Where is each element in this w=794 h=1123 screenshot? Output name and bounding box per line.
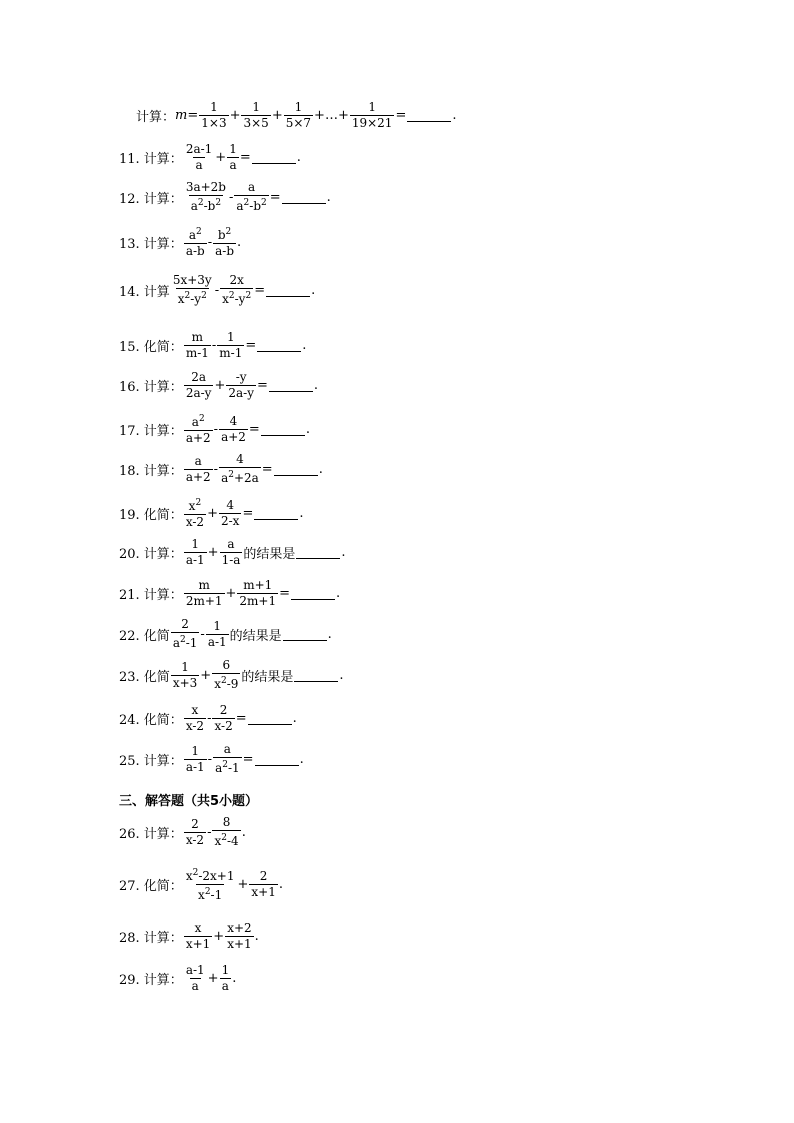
fraction xyxy=(184,921,212,952)
numerator: 2 xyxy=(219,703,228,717)
numerator: a xyxy=(227,537,235,551)
fraction xyxy=(212,658,240,692)
denominator: a-b xyxy=(185,244,205,258)
fraction xyxy=(184,703,206,734)
numerator: 1 xyxy=(191,537,200,551)
denominator: a xyxy=(195,158,203,172)
problem-text: . xyxy=(318,461,323,477)
numerator-exponent: 2 xyxy=(198,414,205,424)
problem-text: = xyxy=(395,108,407,123)
denominator: 5×7 xyxy=(285,116,312,130)
fraction xyxy=(184,370,214,401)
fraction xyxy=(350,100,395,131)
numerator: a-1 xyxy=(185,963,205,977)
denominator: 2a-y xyxy=(228,386,254,400)
denominator: a-1 xyxy=(185,759,205,774)
problem-19 xyxy=(119,496,303,530)
denominator-exponent: 2 xyxy=(222,760,228,770)
denominator: a+2 xyxy=(185,431,211,445)
numerator-exponent: 2 xyxy=(195,227,202,237)
denominator: x-2 xyxy=(185,832,205,847)
numerator: 1 xyxy=(252,100,260,114)
numerator: 2 xyxy=(191,816,199,831)
problem-27 xyxy=(119,866,283,903)
fraction xyxy=(226,370,256,401)
fraction xyxy=(184,537,207,568)
fraction xyxy=(199,100,228,131)
fraction xyxy=(212,703,234,734)
problem-text: = xyxy=(279,586,291,601)
fraction xyxy=(217,330,244,361)
problem-text: = xyxy=(242,751,254,767)
problem-text: + xyxy=(213,929,225,944)
denominator: 2m+1 xyxy=(239,594,277,608)
fraction xyxy=(219,498,241,529)
fraction xyxy=(184,496,206,530)
denominator: a+2 xyxy=(185,469,211,484)
denominator: $x^2-9$ xyxy=(212,673,240,692)
numerator: 1 xyxy=(191,743,200,758)
problem-text: . xyxy=(313,378,319,393)
problem-22 xyxy=(119,617,332,651)
problem-text: = xyxy=(245,338,257,353)
denominator: 19×21 xyxy=(351,116,393,130)
problem-11 xyxy=(119,142,301,173)
problem-text: + xyxy=(237,877,249,892)
denominator-exponent: 2 xyxy=(184,291,191,301)
denominator: m-1 xyxy=(185,346,209,360)
fraction xyxy=(171,617,200,651)
answer-blank xyxy=(269,379,313,392)
numerator: 1 xyxy=(221,963,230,977)
answer-blank xyxy=(296,546,340,559)
answer-blank xyxy=(255,753,299,766)
problem-text: . xyxy=(296,150,301,165)
numerator: 1 xyxy=(229,142,237,156)
numerator: 1 xyxy=(227,330,235,344)
denominator-exponent: 2 xyxy=(228,470,234,480)
numerator: 2 xyxy=(259,869,268,883)
denominator: $x^2-y^2$ xyxy=(176,288,209,307)
numerator: 2a xyxy=(191,370,207,384)
fraction xyxy=(219,414,248,445)
fraction xyxy=(234,180,268,214)
problem-text: + xyxy=(207,545,219,560)
denominator: $a^2+2a$ xyxy=(219,467,261,486)
problem-text: . xyxy=(302,338,307,353)
answer-blank xyxy=(407,109,451,122)
numerator-exponent: 2 xyxy=(225,227,232,237)
denominator-exponent: 2 xyxy=(261,198,267,208)
denominator: $a^2-1$ xyxy=(213,757,242,776)
denominator: a xyxy=(191,979,199,993)
denominator-exponent: 2 xyxy=(221,833,227,843)
fraction xyxy=(184,963,207,994)
answer-blank xyxy=(283,628,327,641)
problem-text: 29. 计算： xyxy=(119,973,183,988)
problem-text: . xyxy=(336,586,341,601)
numerator: 8 xyxy=(222,815,231,829)
problem-text: - xyxy=(213,461,219,477)
denominator: a-b xyxy=(215,244,234,258)
numerator: 1 xyxy=(294,100,303,114)
problem-text: - xyxy=(207,751,213,767)
problem-text: 24. 化简： xyxy=(119,713,183,728)
denominator-exponent: 2 xyxy=(201,291,207,301)
problem-text: - xyxy=(200,626,205,642)
answer-blank xyxy=(257,339,301,352)
answer-blank xyxy=(248,712,292,725)
denominator: x+1 xyxy=(251,885,276,899)
denominator: a xyxy=(229,158,237,172)
numerator: 1 xyxy=(213,618,222,633)
problem-text: = xyxy=(256,378,268,393)
fraction xyxy=(249,869,277,900)
answer-blank xyxy=(294,669,338,682)
problem-text: + xyxy=(207,971,219,986)
problem-text: 13. 计算： xyxy=(119,236,183,252)
fraction xyxy=(184,454,213,485)
problem-text: - xyxy=(211,338,217,353)
problem-text: . xyxy=(327,626,332,642)
denominator: $x^2-4$ xyxy=(212,830,240,849)
problem-text: + xyxy=(207,505,218,521)
problem-text: 22. 化简 xyxy=(119,628,170,644)
fraction xyxy=(220,537,243,568)
fraction xyxy=(241,100,270,131)
problem-text: . xyxy=(341,545,346,560)
answer-blank xyxy=(266,284,310,297)
problem-text: . xyxy=(237,234,242,250)
problem-text: - xyxy=(213,421,219,437)
problem-text: +…+ xyxy=(314,108,349,123)
problem-text: m xyxy=(175,108,188,123)
problem-18 xyxy=(119,452,323,486)
answer-blank xyxy=(282,191,326,204)
fraction xyxy=(206,619,229,650)
numerator: a xyxy=(194,453,202,468)
problem-text: 12. 计算： xyxy=(119,191,183,207)
numerator: $a^2$ xyxy=(191,414,205,429)
numerator: $b^2$ xyxy=(217,227,232,242)
problem-text: - xyxy=(214,282,220,298)
problem-text: 26. 计算： xyxy=(119,826,183,842)
numerator: 3a+2b xyxy=(185,180,226,194)
denominator: 2m+1 xyxy=(185,594,223,608)
fraction xyxy=(184,180,228,214)
denominator: a-1 xyxy=(207,634,227,649)
problem-text: = xyxy=(261,461,273,477)
problem-25 xyxy=(119,742,304,776)
fraction xyxy=(184,142,214,173)
problem-text: 的结果是 xyxy=(243,547,296,562)
denominator-exponent: 2 xyxy=(215,198,222,208)
problem-20 xyxy=(119,537,346,568)
problem-text: = xyxy=(235,711,247,726)
problem-text: = xyxy=(187,108,199,123)
denominator: $x^2-1$ xyxy=(196,884,224,903)
fraction xyxy=(171,660,199,691)
problem-text: = xyxy=(239,150,251,165)
numerator: 1 xyxy=(181,659,189,674)
numerator-exponent: 2 xyxy=(195,498,202,508)
problem-text: 15. 化简： xyxy=(119,340,183,355)
denominator: 3×5 xyxy=(243,116,269,130)
problem-26 xyxy=(119,815,246,849)
problem-21 xyxy=(119,578,340,609)
denominator-exponent: 2 xyxy=(245,291,252,301)
numerator: 2x xyxy=(229,273,244,287)
denominator: a xyxy=(221,979,229,993)
denominator-exponent: 2 xyxy=(243,198,250,208)
denominator: x-2 xyxy=(185,515,205,529)
problem-text: + xyxy=(225,586,237,601)
numerator: m+1 xyxy=(243,578,273,592)
problem-text: 的结果是 xyxy=(241,669,294,685)
problem-text: . xyxy=(339,667,344,683)
fraction xyxy=(237,578,278,609)
problem-24 xyxy=(119,703,297,734)
problem-text: . xyxy=(292,711,297,726)
problem-text: 的结果是 xyxy=(229,628,282,644)
problem-text: . xyxy=(452,108,457,123)
problem-29 xyxy=(119,963,236,994)
section-heading: 三、解答题（共5小题） xyxy=(119,794,259,809)
problem-text: - xyxy=(207,824,212,840)
problem-text: 19. 化简： xyxy=(119,507,183,523)
numerator: -y xyxy=(235,370,247,384)
fraction xyxy=(171,273,214,307)
problem-text: 17. 计算： xyxy=(119,423,183,439)
fraction xyxy=(220,963,232,994)
problem-text: + xyxy=(229,108,241,123)
fraction xyxy=(213,225,236,259)
denominator: 2-x xyxy=(220,513,240,528)
numerator: m xyxy=(191,330,204,344)
numerator: $a^2$ xyxy=(188,227,202,242)
numerator: 1 xyxy=(368,100,376,114)
fraction xyxy=(184,578,225,609)
problem-10 xyxy=(136,100,456,131)
answer-blank xyxy=(261,423,305,436)
denominator: x+1 xyxy=(185,937,211,951)
problem-text: 14. 计算 xyxy=(119,284,170,300)
numerator: x xyxy=(194,921,202,935)
denominator: x+3 xyxy=(172,675,198,690)
fraction xyxy=(184,866,237,903)
answer-blank xyxy=(274,463,318,476)
problem-13 xyxy=(119,225,241,259)
denominator: $a^2-b^2$ xyxy=(189,195,223,214)
problem-text: 11. 计算： xyxy=(119,152,183,167)
answer-blank xyxy=(252,151,296,164)
fraction xyxy=(284,100,313,131)
numerator: 4 xyxy=(226,497,235,512)
numerator: 6 xyxy=(222,658,231,672)
problem-text: + xyxy=(200,667,212,683)
numerator-exponent: 2 xyxy=(192,868,199,878)
problem-text: . xyxy=(326,189,331,205)
denominator: x+1 xyxy=(227,937,252,951)
problem-text: . xyxy=(278,877,283,892)
problem-23 xyxy=(119,658,344,692)
problem-text: 16. 计算： xyxy=(119,380,183,395)
problem-text: = xyxy=(242,505,254,521)
denominator: a+2 xyxy=(221,429,246,444)
problem-text: = xyxy=(248,421,260,437)
problem-text: . xyxy=(305,421,310,437)
problem-text: 27. 化简： xyxy=(119,879,183,894)
problem-15 xyxy=(119,330,306,361)
denominator-exponent: 2 xyxy=(220,676,227,686)
fraction xyxy=(213,742,242,776)
problem-text: = xyxy=(254,282,266,298)
denominator: 1×3 xyxy=(201,116,227,130)
problem-text: = xyxy=(269,189,281,205)
denominator: 1-a xyxy=(221,553,241,567)
fraction xyxy=(184,330,211,361)
numerator: a xyxy=(248,180,256,194)
denominator: x-2 xyxy=(185,719,205,733)
fraction xyxy=(184,412,213,446)
problem-text: . xyxy=(232,971,237,986)
problem-text: 20. 计算： xyxy=(119,547,183,562)
numerator: 4 xyxy=(229,413,238,428)
denominator: $a^2-b^2$ xyxy=(234,195,268,214)
numerator: 2a-1 xyxy=(185,142,213,156)
numerator: $x^2$ xyxy=(188,498,202,513)
problem-text: + xyxy=(271,108,283,123)
problem-text: + xyxy=(214,378,226,393)
problem-text: . xyxy=(299,505,304,521)
numerator: 4 xyxy=(236,452,244,466)
denominator-exponent: 2 xyxy=(204,887,211,897)
problem-text: - xyxy=(207,234,213,250)
numerator: 5x+3y xyxy=(172,273,212,287)
denominator: x-2 xyxy=(214,719,233,733)
answer-blank xyxy=(254,507,298,520)
problem-12 xyxy=(119,180,331,214)
problem-17 xyxy=(119,412,310,446)
numerator: m xyxy=(198,578,210,592)
problem-text: . xyxy=(241,824,246,840)
answer-blank xyxy=(291,587,335,600)
denominator: 2a-y xyxy=(185,386,212,400)
numerator: 1 xyxy=(210,100,218,114)
numerator: a xyxy=(223,742,231,756)
problem-text: 28. 计算： xyxy=(119,931,183,946)
denominator: m-1 xyxy=(219,346,243,360)
denominator: a-1 xyxy=(185,553,205,567)
fraction xyxy=(220,273,253,307)
fraction xyxy=(184,744,207,775)
fraction xyxy=(184,817,206,848)
numerator: x xyxy=(191,703,199,717)
problem-text: 23. 化简 xyxy=(119,669,170,685)
problem-text: 21. 计算： xyxy=(119,588,183,603)
problem-text: + xyxy=(215,150,227,165)
numerator: x+2 xyxy=(227,921,252,935)
fraction xyxy=(227,142,239,173)
fraction xyxy=(219,452,261,486)
problem-text: . xyxy=(311,282,316,298)
problem-text: 18. 计算： xyxy=(119,463,183,479)
problem-text: 25. 计算： xyxy=(119,753,183,769)
problem-16 xyxy=(119,370,318,401)
problem-14 xyxy=(119,273,315,307)
problem-text: 计算： xyxy=(136,110,176,125)
numerator: 2 xyxy=(181,617,189,631)
problem-text: . xyxy=(254,929,259,944)
denominator-exponent: 2 xyxy=(228,291,235,301)
problem-text: - xyxy=(207,711,212,726)
problem-text: . xyxy=(299,751,304,767)
denominator: $a^2-1$ xyxy=(171,632,200,651)
fraction xyxy=(184,225,207,259)
fraction xyxy=(212,815,240,849)
problem-28 xyxy=(119,921,259,952)
denominator-exponent: 2 xyxy=(197,198,204,208)
numerator: $x^2-2x+1$ xyxy=(185,868,235,883)
fraction xyxy=(225,921,253,952)
denominator: $x^2-y^2$ xyxy=(220,288,253,307)
problem-text: - xyxy=(228,189,234,205)
denominator-exponent: 2 xyxy=(179,635,186,645)
